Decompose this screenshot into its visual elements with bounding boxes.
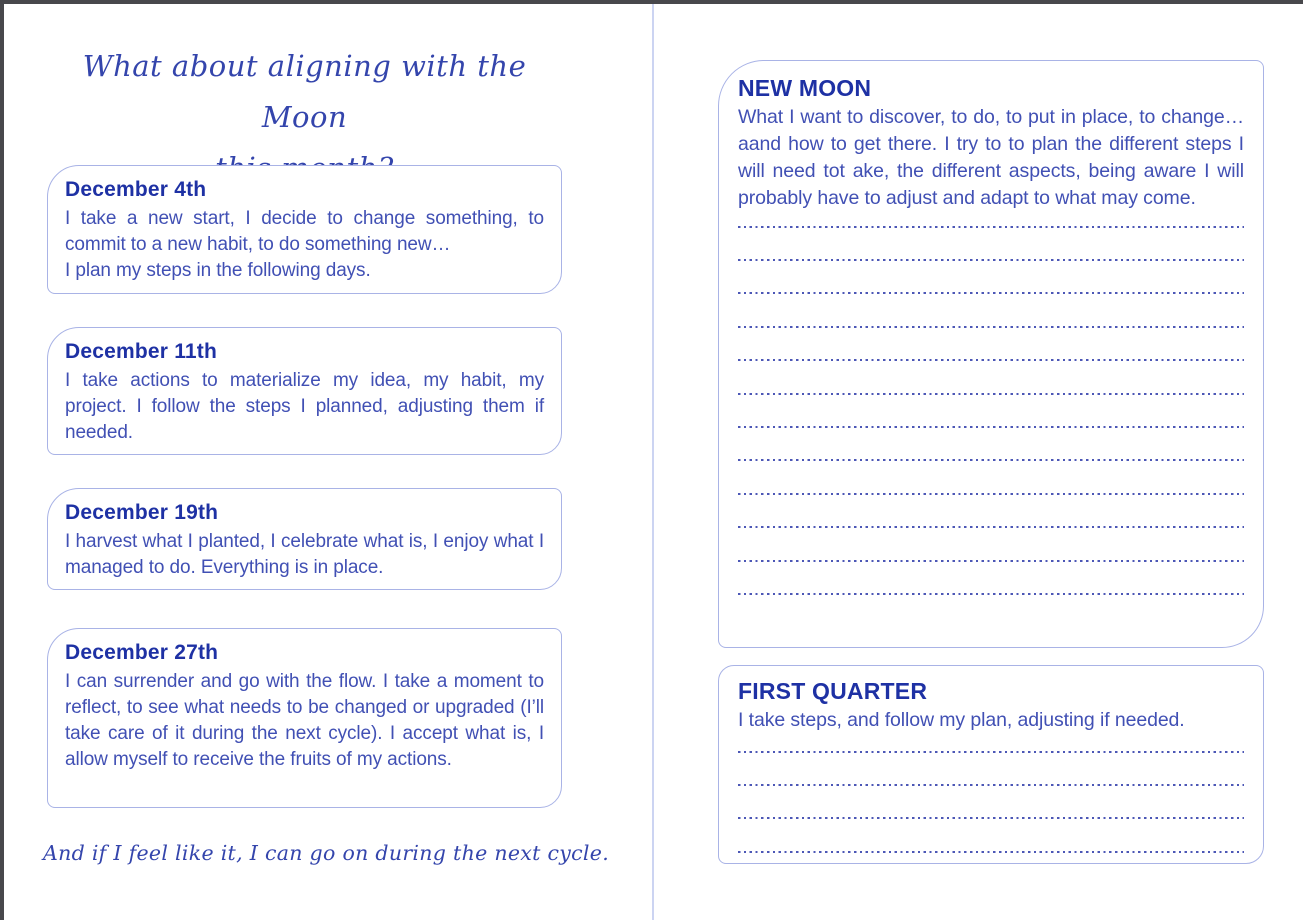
section-heading: FIRST QUARTER <box>738 678 928 704</box>
card-body-line2: I plan my steps in the following days. <box>65 260 371 281</box>
new-moon-writing-lines <box>738 212 1244 595</box>
section-body: I take steps, and follow my plan, adjusting if needed. <box>738 709 1185 731</box>
card-body: I can surrender and go with the flow. I take a moment to reflect, to see what needs to be changed or upgraded (I’ll take care of it during the next cycle). I accept what is, I allow myself to receive the fruits of my actions. <box>65 671 544 770</box>
writing-line <box>738 261 1244 294</box>
first-quarter-writing-lines <box>738 734 1244 853</box>
writing-line <box>738 328 1244 361</box>
page-title-line1: What about aligning with the Moon <box>82 49 527 134</box>
writing-line <box>738 428 1244 461</box>
writing-line <box>738 228 1244 261</box>
section-body: What I want to discover, to do, to put in place, to change… aand how to get there. I try to to plan the different steps I will need tot ake, the different aspects, being aware I will probably have to adjust and adapt to what may come. <box>738 106 1244 209</box>
moon-phase-card-december-4th <box>47 165 562 294</box>
card-body: I take actions to materialize my idea, my habit, my project. I follow the steps I planned, adjusting them if needed. <box>65 370 544 443</box>
writing-line <box>738 562 1244 595</box>
writing-line <box>738 362 1244 395</box>
moon-phase-card-december-19th <box>47 488 562 590</box>
writing-line <box>738 734 1244 753</box>
right-page <box>652 0 1303 920</box>
writing-line <box>738 212 1244 228</box>
writing-line <box>738 495 1244 528</box>
writing-line <box>738 820 1244 853</box>
new-moon-section <box>718 60 1264 648</box>
first-quarter-section <box>718 665 1264 864</box>
writing-line <box>738 295 1244 328</box>
writing-line <box>738 529 1244 562</box>
section-heading: NEW MOON <box>738 75 872 101</box>
writing-line <box>738 462 1244 495</box>
card-heading: December 27th <box>65 641 219 664</box>
writing-line <box>738 786 1244 819</box>
card-heading: December 19th <box>65 501 219 524</box>
writing-line <box>738 753 1244 786</box>
moon-phase-card-december-27th <box>47 628 562 808</box>
card-body: I harvest what I planted, I celebrate what is, I enjoy what I managed to do. Everything is in place. <box>65 531 544 578</box>
moon-phase-card-december-11th <box>47 327 562 455</box>
card-body: I take a new start, I decide to change something, to commit to a new habit, to do something new… <box>65 208 544 255</box>
writing-line <box>738 395 1244 428</box>
footer-note: And if I feel like it, I can go on during the next cycle. <box>42 841 610 865</box>
card-heading: December 11th <box>65 340 218 363</box>
card-heading: December 4th <box>65 178 207 201</box>
